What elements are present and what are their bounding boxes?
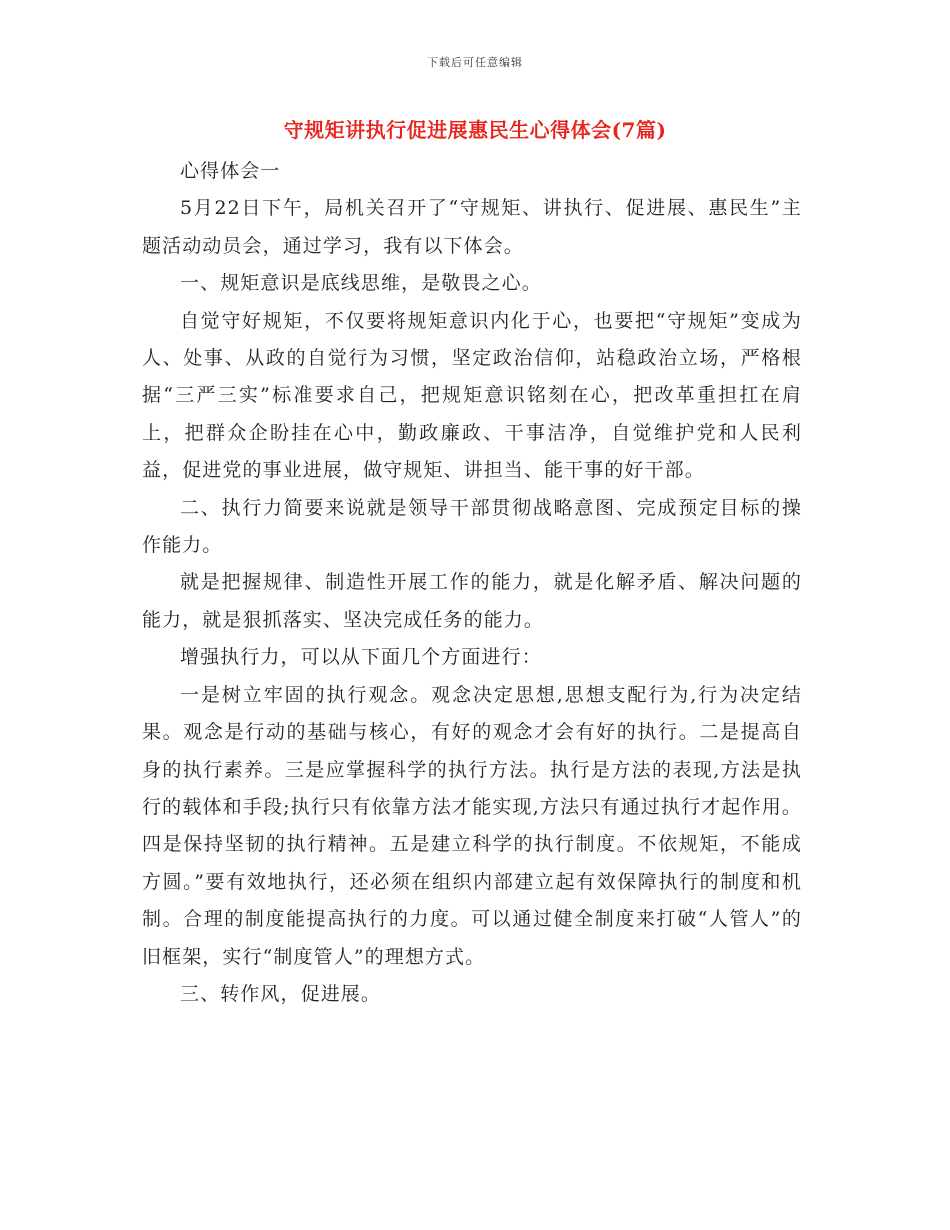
- paragraph: 三、转作风，促进展。: [180, 982, 382, 1005]
- document-title: 守规矩讲执行促进展惠民生心得体会(7篇): [283, 118, 667, 142]
- document-body: [142, 153, 802, 1013]
- paragraph: 二、执行力简要来说就是领导干部贯彻战略意图、完成预定目标的操作能力。: [142, 496, 802, 557]
- paragraph: 一、规矩意识是底线思维，是敬畏之心。: [180, 272, 542, 295]
- paragraph: 自觉守好规矩，不仅要将规矩意识内化于心，也要把“守规矩”变成为人、处事、从政的自觉行为习惯，坚定政治信仰，站稳政治立场，严格根据“三严三实”标准要求自己，把规矩意识铭刻在心，把改革重担扛在肩上，把群众企盼挂在心中，勤政廉政、干事洁净，自觉维护党和人民利益，促进党的事业进展，做守规矩、讲担当、能干事的好干部。: [142, 309, 802, 482]
- header-note: 下载后可任意编辑: [427, 56, 523, 69]
- paragraph: 一是树立牢固的执行观念。观念决定思想,思想支配行为,行为决定结果。观念是行动的基础与核心，有好的观念才会有好的执行。二是提高自身的执行素养。三是应掌握科学的执行方法。执行是方法的表现,方法是执行的载体和手段;执行只有依靠方法才能实现,方法只有通过执行才起作用。四是保持坚韧的执行精神。五是建立科学的执行制度。不依规矩，不能成方圆。”要有效地执行，还必须在组织内部建立起有效保障执行的制度和机制。合理的制度能提高执行的力度。可以通过健全制度来打破“人管人”的旧框架，实行“制度管人”的理想方式。: [142, 683, 802, 968]
- paragraph: 就是把握规律、制造性开展工作的能力，就是化解矛盾、解决问题的能力，就是狠抓落实、坚决完成任务的能力。: [142, 571, 802, 631]
- paragraph: 5月22日下午，局机关召开了“守规矩、讲执行、促进展、惠民生”主题活动动员会，通过学习，我有以下体会。: [142, 197, 802, 257]
- paragraph: 增强执行力，可以从下面几个方面进行：: [180, 646, 542, 669]
- paragraph-section-heading: 心得体会一: [180, 160, 281, 182]
